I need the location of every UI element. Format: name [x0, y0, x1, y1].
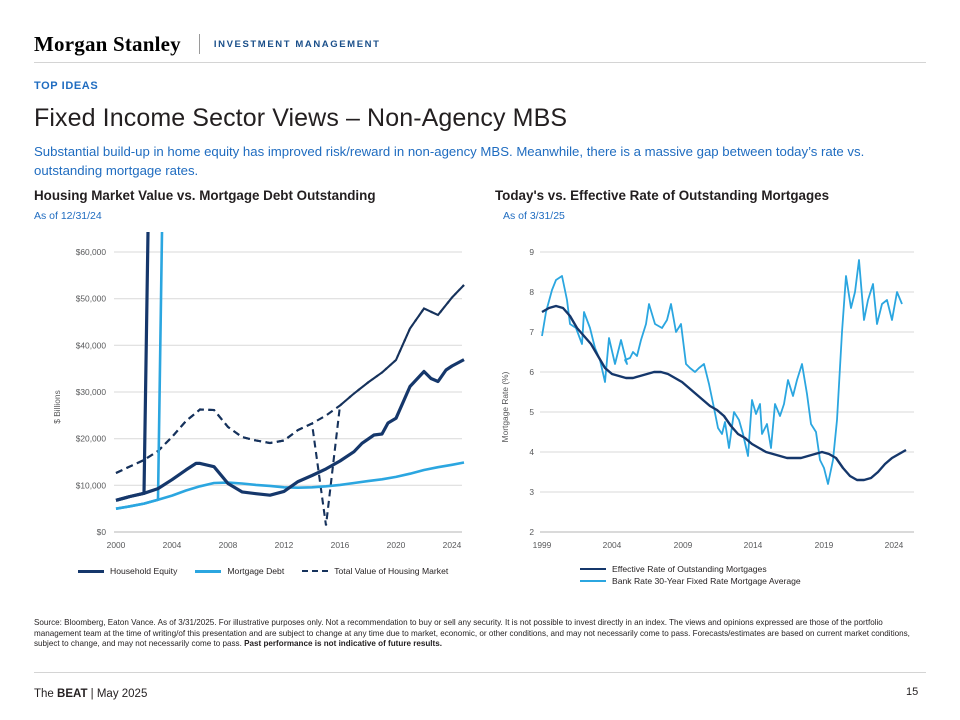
series-household-equity — [116, 232, 148, 500]
y-tick: 2 — [529, 527, 534, 537]
y-tick: 4 — [529, 447, 534, 457]
x-tick: 2016 — [330, 540, 350, 550]
brand-header — [34, 26, 926, 62]
brand-name: Morgan Stanley — [34, 31, 181, 56]
chart-legend-rates — [494, 564, 926, 586]
chart-panel-rates — [494, 188, 926, 588]
series-mortgage-debt — [116, 232, 162, 509]
legend-label: Household Equity — [110, 566, 178, 576]
brand-business-unit: INVESTMENT MANAGEMENT — [213, 38, 381, 50]
series-total-housing-value — [116, 285, 464, 526]
legend-item-household-equity — [78, 566, 177, 576]
x-axis-labels — [107, 540, 462, 550]
deck-label — [34, 688, 147, 700]
chart-title-housing: Housing Market Value vs. Mortgage Debt Outstanding — [34, 188, 376, 203]
y-tick: $60,000 — [75, 247, 106, 257]
footer-divider — [34, 672, 926, 673]
source-note — [34, 618, 912, 650]
y-axis-labels — [529, 247, 534, 537]
legend-label: Mortgage Debt — [227, 566, 285, 576]
y-tick: 6 — [529, 367, 534, 377]
x-tick: 2014 — [743, 540, 763, 550]
chart-title-rates: Today's vs. Effective Rate of Outstanding Mortgages — [495, 188, 830, 203]
x-tick: 2024 — [442, 540, 462, 550]
legend-swatch-household-equity — [78, 570, 104, 573]
y-axis-title: Mortgage Rate (%) — [500, 371, 510, 443]
page-subtitle: Substantial build-up in home equity has improved risk/reward in non-agency MBS. Meanwhile, there is a massive gap between today’s rate vs. outstanding mortgage rates. — [34, 144, 865, 178]
section-eyebrow: TOP IDEAS — [34, 80, 99, 92]
y-tick: $40,000 — [75, 340, 106, 351]
x-tick: 2008 — [218, 540, 238, 550]
y-tick: 5 — [529, 407, 534, 417]
x-tick: 2020 — [386, 540, 406, 550]
chart-asof-housing: As of 12/31/24 — [34, 210, 102, 222]
y-tick: 8 — [529, 287, 534, 297]
y-tick: 3 — [529, 487, 534, 497]
y-tick: $20,000 — [75, 433, 106, 444]
series-total-housing-value-path — [116, 285, 464, 473]
legend-item-mortgage-debt — [195, 566, 284, 576]
x-tick: 2000 — [106, 540, 126, 550]
chart-plot-housing — [34, 232, 474, 562]
deck-label-pre: The — [34, 688, 58, 700]
y-tick: $50,000 — [75, 293, 106, 304]
chart-panel-housing — [34, 188, 474, 576]
legend-item-bank-rate-30y — [580, 576, 926, 586]
x-tick: 2004 — [602, 540, 622, 550]
brand-divider — [199, 34, 200, 54]
y-tick: 7 — [529, 327, 534, 337]
x-tick: 2024 — [884, 540, 904, 550]
y-tick: $0 — [96, 527, 106, 537]
deck-label-post: | May 2025 — [87, 688, 148, 700]
legend-label: Bank Rate 30-Year Fixed Rate Mortgage Average — [612, 576, 801, 586]
legend-label: Effective Rate of Outstanding Mortgages — [612, 564, 767, 574]
x-tick: 2019 — [814, 540, 834, 550]
deck-label-name: BEAT — [57, 688, 88, 700]
housing-chart-svg — [34, 232, 474, 562]
legend-swatch-total-housing-value — [302, 570, 328, 572]
chart-plot-rates — [494, 232, 926, 562]
x-tick: 2004 — [162, 540, 182, 550]
y-tick: 9 — [529, 247, 534, 257]
y-tick: $30,000 — [75, 387, 106, 397]
chart-asof-rates: As of 3/31/25 — [503, 210, 565, 222]
legend-label: Total Value of Housing Market — [334, 566, 449, 576]
source-note-bold: Past performance is not indicative of future results. — [244, 639, 443, 649]
legend-swatch-bank-rate-30y — [580, 580, 606, 582]
legend-swatch-mortgage-debt — [195, 570, 221, 573]
y-axis-title: $ Billions — [52, 390, 62, 424]
page-title: Fixed Income Sector Views – Non-Agency MBS — [34, 104, 568, 132]
chart-legend-housing — [34, 566, 474, 576]
y-tick: $10,000 — [75, 480, 106, 491]
page-number: 15 — [906, 686, 919, 698]
rates-chart-svg — [494, 232, 926, 562]
header-divider — [34, 62, 926, 63]
legend-item-effective-rate — [580, 564, 926, 574]
x-tick: 2009 — [673, 540, 693, 550]
x-tick: 2012 — [274, 540, 294, 550]
x-tick: 1999 — [532, 540, 552, 550]
legend-item-total-housing-value — [302, 566, 448, 576]
x-axis-labels — [533, 540, 904, 550]
gridlines — [540, 252, 914, 532]
y-axis-labels — [76, 247, 107, 537]
series-household-equity-path — [116, 360, 464, 501]
legend-swatch-effective-rate — [580, 568, 606, 570]
source-note-text: Source: Bloomberg, Eaton Vance. As of 3/31/2025. For illustrative purposes only. Not a recommendation to buy or sell any security. It is not possible to invest directly in an index. The views and opinions expressed are those of the portfolio management team at the time of writing/of this presentation and are subject to change at any time due to market, economic, or other conditions, and may not necessarily come to pass. Forecasts/estimates are based on current market conditions, subject to change, and may not necessarily come to pass. — [34, 618, 910, 649]
